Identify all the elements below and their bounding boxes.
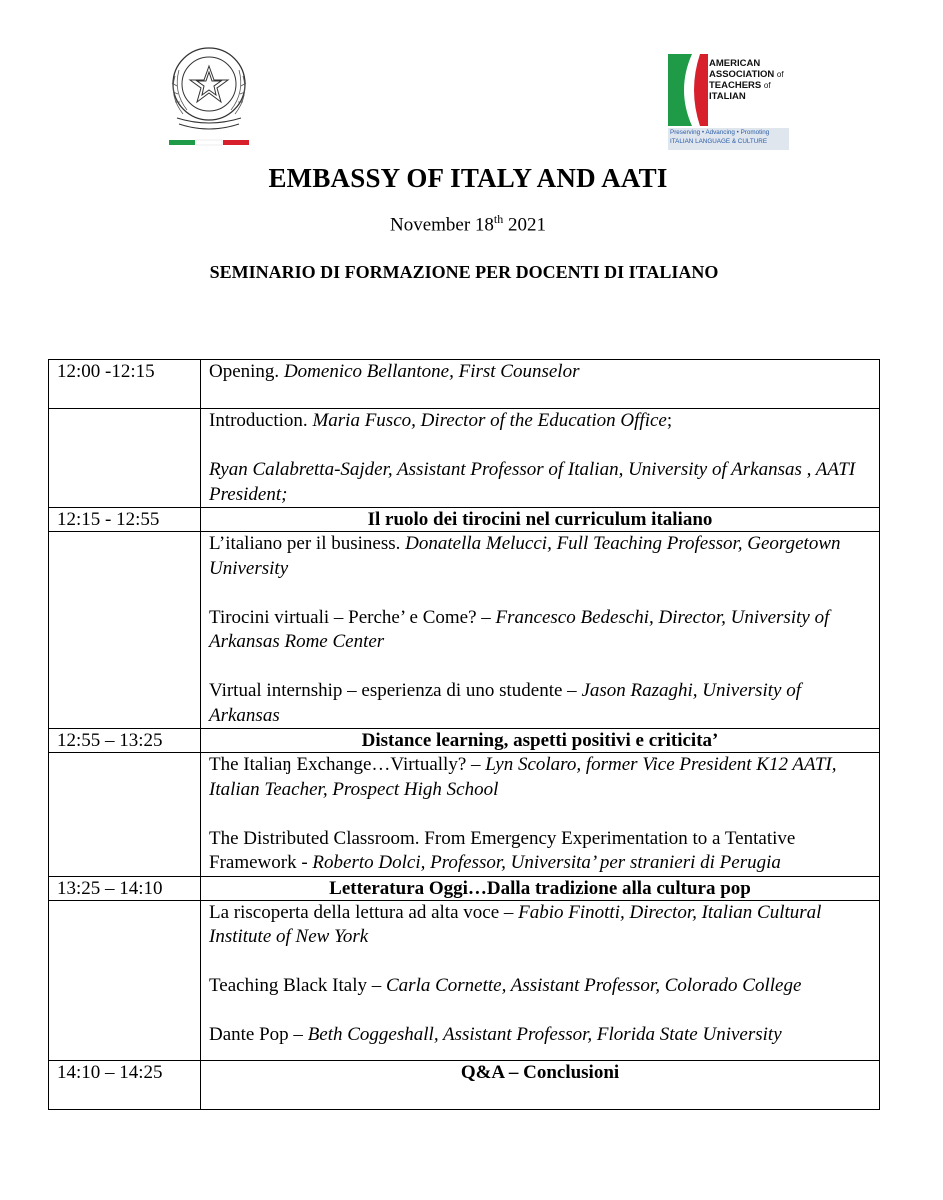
session-items-3 bbox=[49, 900, 880, 1060]
agenda-item bbox=[209, 827, 871, 876]
time-cell-empty bbox=[49, 409, 201, 508]
page-title: EMBASSY OF ITALY AND AATI bbox=[268, 163, 668, 193]
entry-speaker: Jason Razaghi, University of Arkansas bbox=[209, 680, 801, 726]
event-date bbox=[0, 212, 936, 236]
session-title: Q&A – Conclusioni bbox=[201, 1060, 880, 1109]
aati-tagline-2: ITALIAN LANGUAGE & CULTURE bbox=[670, 138, 768, 145]
entry-speaker: Carla Cornette, Assistant Professor, Colorado College bbox=[386, 975, 802, 996]
aati-line3-suffix: of bbox=[763, 81, 771, 90]
aati-line4: ITALIAN bbox=[709, 91, 746, 102]
agenda-item bbox=[209, 974, 871, 999]
italian-republic-emblem bbox=[163, 36, 255, 148]
entry-speaker: Fabio Finotti, Director, Italian Cultural Institute of New York bbox=[209, 901, 822, 947]
introduction-cell bbox=[201, 409, 880, 508]
entry-speaker: Beth Coggeshall, Assistant Professor, Florida State University bbox=[307, 1024, 782, 1045]
entry-text: Dante Pop – bbox=[209, 1024, 308, 1045]
entry-text: Introduction. bbox=[209, 410, 313, 431]
aati-line2: ASSOCIATION bbox=[709, 69, 775, 80]
agenda-item bbox=[209, 1023, 871, 1048]
session-row-3 bbox=[49, 876, 880, 900]
session-items-cell bbox=[201, 532, 880, 729]
entry-text: Teaching Black Italy – bbox=[209, 975, 386, 996]
session-items-cell bbox=[201, 900, 880, 1060]
agenda-item bbox=[209, 901, 871, 950]
agenda-table bbox=[48, 359, 880, 1110]
session-time: 12:55 – 13:25 bbox=[49, 729, 201, 753]
session-row-1 bbox=[49, 508, 880, 532]
entry-speaker: Roberto Dolci, Professor, Universita’ per stranieri di Perugia bbox=[312, 852, 781, 873]
entry-speaker: Ryan Calabretta-Sajder, Assistant Professor of Italian, University of Arkansas , AATI President; bbox=[209, 459, 856, 505]
session-time: 13:25 – 14:10 bbox=[49, 876, 201, 900]
entry-speaker: Francesco Bedeschi, Director, University of Arkansas Rome Center bbox=[209, 606, 830, 652]
entry-speaker: Lyn Scolaro, former Vice President K12 AATI, Italian Teacher, Prospect High School bbox=[209, 754, 837, 800]
session-row-2 bbox=[49, 729, 880, 753]
entry-text: L’italiano per il business. bbox=[209, 533, 406, 554]
session-time: 12:15 - 12:55 bbox=[49, 508, 201, 532]
time-cell-empty bbox=[49, 753, 201, 877]
entry-text: Tirocini virtuali – Perche’ e Come? – bbox=[209, 606, 496, 628]
time-cell-empty bbox=[49, 900, 201, 1060]
session-items-1 bbox=[49, 532, 880, 729]
session-title: Il ruolo dei tirocini nel curriculum italiano bbox=[201, 508, 880, 532]
agenda-item bbox=[209, 753, 871, 802]
aati-line2-suffix: of bbox=[776, 70, 784, 79]
entry-speaker: Domenico Bellantone, First Counselor bbox=[283, 361, 580, 382]
session-title: Distance learning, aspetti positivi e criticita’ bbox=[201, 729, 880, 753]
agenda-row-introduction bbox=[49, 409, 880, 508]
session-title: Letteratura Oggi…Dalla tradizione alla cultura pop bbox=[201, 876, 880, 900]
aati-line1: AMERICAN bbox=[709, 58, 761, 69]
opening-cell bbox=[201, 360, 880, 409]
time-cell: 12:00 -12:15 bbox=[49, 360, 201, 409]
agenda-item bbox=[209, 679, 871, 728]
entry-text: Opening. bbox=[209, 361, 284, 382]
agenda-item bbox=[209, 532, 871, 581]
session-time: 14:10 – 14:25 bbox=[49, 1060, 201, 1109]
date-sup: th bbox=[493, 212, 504, 226]
date-suffix: 2021 bbox=[503, 214, 547, 236]
entry-text: Virtual internship – esperienza di uno studente – bbox=[209, 680, 582, 701]
aati-tagline-1: Preserving • Advancing • Promoting bbox=[670, 129, 770, 136]
closing-row bbox=[49, 1060, 880, 1109]
session-items-cell bbox=[201, 753, 880, 877]
aati-tagline bbox=[668, 128, 789, 150]
entry-text: The Distributed Classroom. From Emergency Experimentation to a Tentative Framework - bbox=[209, 827, 796, 873]
aati-line3: TEACHERS bbox=[709, 80, 762, 91]
time-cell-empty bbox=[49, 532, 201, 729]
entry-speaker: Maria Fusco, Director of the Education Office bbox=[312, 410, 667, 431]
agenda-item bbox=[209, 606, 871, 655]
aati-logo-text bbox=[709, 58, 784, 102]
entry-text: The Italiaŋ Exchange…Virtually? – bbox=[209, 754, 486, 775]
entry-punct: ; bbox=[666, 410, 673, 431]
entry-text: La riscoperta della lettura ad alta voce – bbox=[209, 901, 519, 923]
date-prefix: November 18 bbox=[389, 214, 494, 236]
agenda-row-opening bbox=[49, 360, 880, 409]
seminar-subtitle: SEMINARIO DI FORMAZIONE PER DOCENTI DI ITALIANO bbox=[209, 262, 719, 282]
session-items-2 bbox=[49, 753, 880, 877]
entry-speaker: Donatella Melucci, Full Teaching Professor, Georgetown University bbox=[209, 533, 841, 579]
